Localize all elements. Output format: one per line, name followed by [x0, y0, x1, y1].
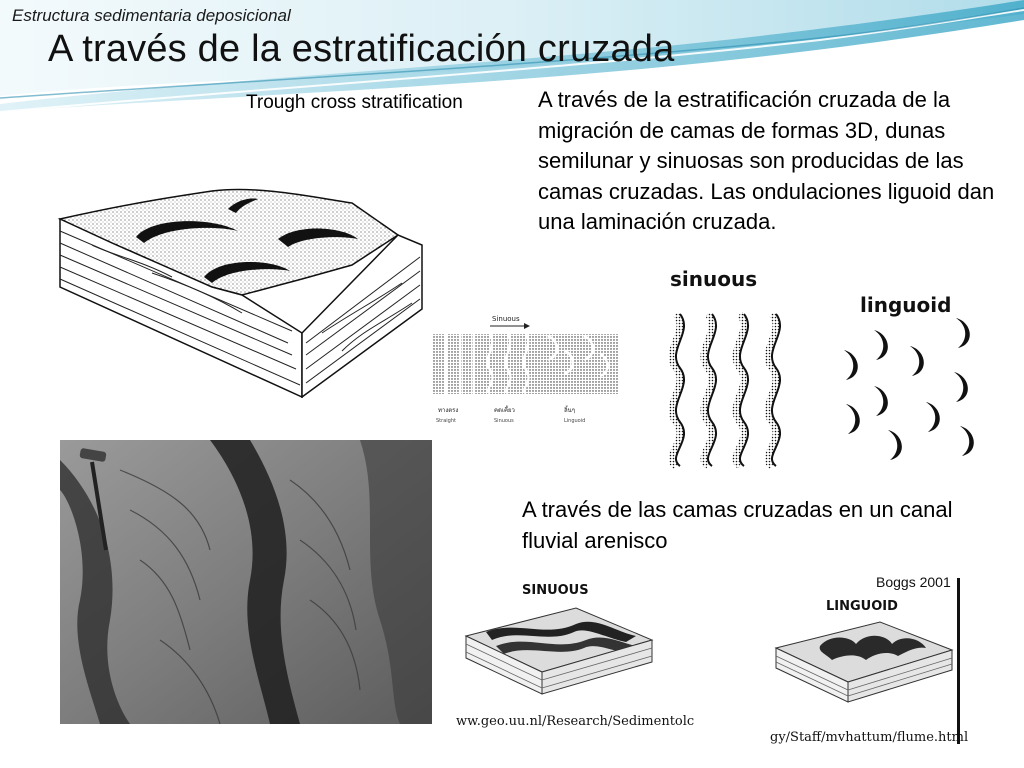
sinuous-label: sinuous: [670, 267, 758, 291]
trough-caption: Trough cross stratification: [246, 92, 463, 113]
svg-text:คดเคี้ยว: คดเคี้ยว: [494, 407, 515, 414]
linguoid-3d-figure: [770, 586, 960, 716]
slide-title: A través de la estratificación cruzada: [48, 28, 675, 70]
strip-label-sinuous: Sinuous: [494, 418, 514, 424]
svg-text:ลิ้นๆ: ลิ้นๆ: [564, 407, 576, 414]
description-paragraph: A través de la estratificación cruzada de la migración de camas de formas 3D, dunas semilunar y sinuosas son producidas de las camas cruzadas. Las ondulaciones liguoid dan una laminación cruzada.: [538, 87, 995, 234]
sinuous-3d-figure: [456, 562, 668, 712]
strip-label-linguoid: Linguoid: [564, 418, 586, 424]
linguoid-3d-label: LINGUOID: [826, 599, 898, 614]
figure-divider: [957, 578, 960, 744]
strip-label-straight: Straight: [436, 418, 456, 424]
slide-kicker: Estructura sedimentaria deposicional: [12, 6, 291, 25]
sinuous-plan-figure: [636, 262, 804, 472]
sinuous-source-url: ww.geo.uu.nl/Research/Sedimentolc: [456, 714, 695, 729]
trough-block-diagram: [52, 183, 430, 398]
linguoid-label: linguoid: [860, 293, 952, 317]
figure-credit: Boggs 2001: [876, 574, 951, 590]
strip-arrow-label: Sinuous: [492, 315, 520, 323]
svg-text:ทางตรง: ทางตรง: [438, 407, 459, 414]
linguoid-plan-figure: [830, 288, 1000, 468]
linguoid-source-url: gy/Staff/mvhattum/flume.html: [770, 730, 969, 745]
sinuous-3d-label: SINUOUS: [522, 583, 589, 598]
plan-view-strip: [424, 312, 624, 442]
fluvial-paragraph: A través de las camas cruzadas en un canal fluvial arenisco: [522, 497, 953, 553]
outcrop-photo: [60, 440, 432, 724]
